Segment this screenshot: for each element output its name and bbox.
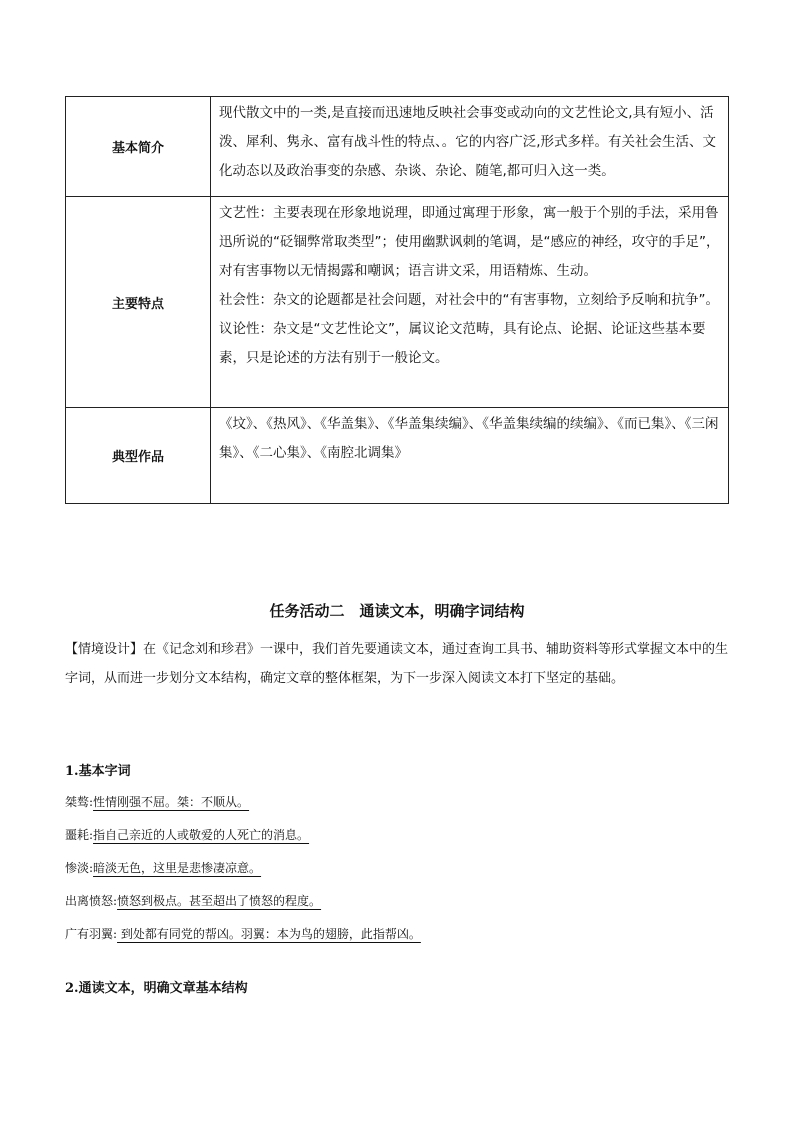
vocab-term: 广有羽翼: <box>65 927 118 941</box>
row-content <box>211 97 729 197</box>
row-paragraph: 社会性：杂文的论题都是社会问题，对社会中的“有害事物，立刻给予反响和抗争”。 <box>219 292 719 308</box>
table-row <box>66 408 729 504</box>
vocab-term: 噩耗: <box>65 828 94 842</box>
vocab-definition: 性情刚强不屈。桀：不顺从。 <box>93 795 250 809</box>
row-label: 主要特点 <box>66 197 211 408</box>
vocab-term: 惨淡: <box>65 861 94 875</box>
intro-paragraph: 【情境设计】在《记念刘和珍君》一课中，我们首先要通读文本，通过查询工具书、辅助资料等形式掌握文本中的生字词，从而进一步划分文本结构，确定文章的整体框架，为下一步深入阅读文本打下坚定的基础。 <box>65 642 729 686</box>
row-paragraph: 现代散文中的一类,是直接而迅速地反映社会事变或动向的文艺性论文,具有短小、活泼、犀利、隽永、富有战斗性的特点、。它的内容广泛,形式多样。有关社会生活、文化动态以及政治事变的杂感、杂谈、杂论、随笔,都可归入这一类。 <box>219 105 717 179</box>
heading-basic-vocab: 1.基本字词 <box>65 764 131 779</box>
table-row <box>66 197 729 408</box>
row-content <box>211 197 729 408</box>
row-content <box>211 408 729 504</box>
vocab-definition: 愤怒到极点。甚至超出了愤怒的程度。 <box>117 894 322 908</box>
row-paragraph: 文艺性：主要表现在形象地说理，即通过寓理于形象，寓一般于个别的手法，采用鲁迅所说的“砭锢弊常取类型”；使用幽默讽刺的笔调，是“感应的神经，攻守的手足”，对有害事物以无情揭露和嘲讽；语言讲文采，用语精炼、生动。 <box>219 205 720 279</box>
vocab-term: 出离愤怒: <box>65 894 118 908</box>
vocab-item <box>65 924 729 957</box>
vocab-item <box>65 825 729 858</box>
zawen-info-table <box>65 96 729 504</box>
vocab-term: 桀骜: <box>65 795 94 809</box>
row-paragraph: 《坟》、《热风》、《华盖集》、《华盖集续编》、《华盖集续编的续编》、《而已集》、《三闲集》、《二心集》、《南腔北调集》 <box>219 416 719 461</box>
table-row <box>66 97 729 197</box>
row-label: 典型作品 <box>66 408 211 504</box>
vocab-definition: 到处都有同党的帮凶。羽翼：本为鸟的翅膀，此指帮凶。 <box>117 927 421 941</box>
vocab-item <box>65 792 729 825</box>
heading-structure: 2.通读文本，明确文章基本结构 <box>65 981 248 996</box>
vocab-list <box>65 792 729 957</box>
section-title: 任务活动二 通读文本，明确字词结构 <box>269 602 525 620</box>
vocab-item <box>65 858 729 891</box>
vocab-definition: 指自己亲近的人或敬爱的人死亡的消息。 <box>93 828 310 842</box>
row-paragraph: 议论性：杂文是“文艺性论文”，属议论文范畴，具有论点、论据、论证这些基本要素，只是论述的方法有别于一般论文。 <box>219 321 706 366</box>
vocab-definition: 暗淡无色，这里是悲惨凄凉意。 <box>93 861 262 875</box>
vocab-item <box>65 891 729 924</box>
row-label: 基本简介 <box>66 97 211 197</box>
